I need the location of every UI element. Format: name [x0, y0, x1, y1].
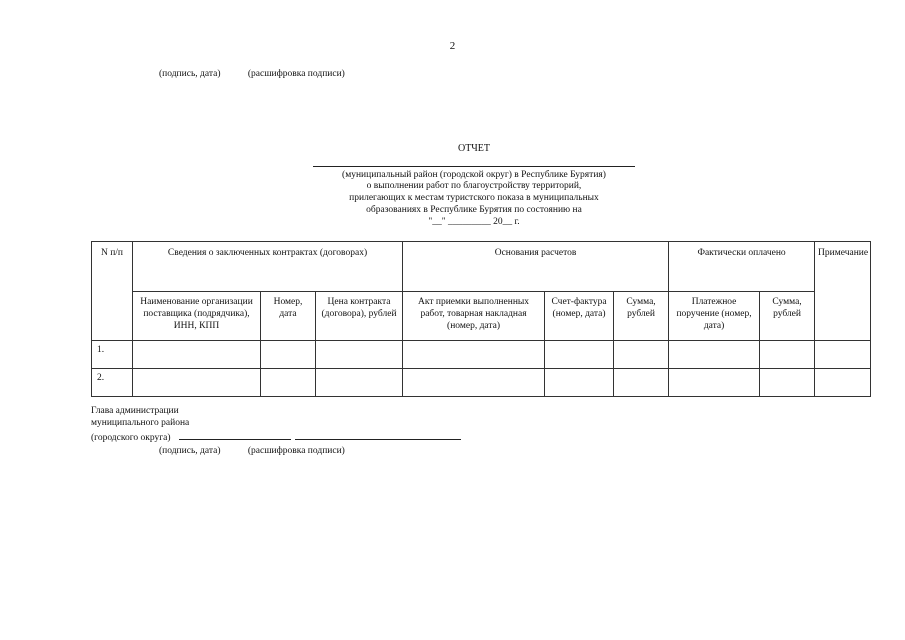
table-cell: [316, 341, 403, 369]
col-paid-header: Фактически оплачено: [669, 242, 815, 292]
col-payment-order-header: Платежное поручение (номер, дата): [669, 292, 760, 341]
report-table: [91, 241, 871, 397]
report-heading: ОТЧЕТ: [457, 143, 491, 154]
col-supplier-header: Наименование организации поставщика (подрядчика), ИНН, КПП: [133, 292, 261, 341]
table-row: [92, 369, 871, 397]
col-sum2-header: Сумма, рублей: [760, 292, 815, 341]
col-act-header: Акт приемки выполненных работ, товарная накладная (номер, дата): [403, 292, 545, 341]
col-number-date-header: Номер, дата: [261, 292, 316, 341]
table-cell: [815, 341, 871, 369]
table-cell: [614, 341, 669, 369]
table-cell: [545, 341, 614, 369]
title-line-5: "__" _________ 20__ г.: [428, 217, 520, 227]
signature-blank: [179, 430, 291, 440]
table-cell: [669, 341, 760, 369]
table-cell: [815, 369, 871, 397]
table-cell: [760, 341, 815, 369]
col-price-header: Цена контракта (договора), рублей: [316, 292, 403, 341]
footer-signature-block: [91, 406, 461, 458]
table-cell: [316, 369, 403, 397]
table-cell: [133, 369, 261, 397]
title-line-1: (муниципальный район (городской округ) в Республике Бурятия): [342, 169, 606, 180]
row-number: 2.: [92, 369, 133, 397]
caption-decode: (расшифровка подписи): [247, 69, 345, 79]
col-sum1-header: Сумма, рублей: [614, 292, 669, 341]
table-cell: [261, 341, 316, 369]
col-num-header: N п/п: [92, 242, 133, 341]
col-basis-header: Основания расчетов: [403, 242, 669, 292]
table-cell: [760, 369, 815, 397]
table-header-row-2: [92, 292, 871, 341]
report-title-block: [313, 143, 635, 229]
footer-line-3: (городского округа): [91, 432, 171, 443]
row-number: 1.: [92, 341, 133, 369]
title-line-3: прилегающих к местам туристского показа в муниципальных: [349, 193, 599, 204]
col-contracts-header: Сведения о заключенных контрактах (договорах): [133, 242, 403, 292]
caption-decode: (расшифровка подписи): [247, 445, 345, 456]
table-cell: [261, 369, 316, 397]
table-cell: [403, 369, 545, 397]
footer-captions: [159, 446, 461, 458]
table-cell: [133, 341, 261, 369]
col-note-header: Примечание: [815, 242, 871, 341]
table-cell: [403, 341, 545, 369]
caption-sign-date: (подпись, дата): [159, 445, 221, 456]
top-signature-captions: [159, 69, 345, 81]
title-line-2: о выполнении работ по благоустройству территорий,: [366, 181, 582, 192]
table-cell: [614, 369, 669, 397]
decode-blank: [295, 430, 461, 440]
title-line-4: образованиях в Республике Бурятия по состоянию на: [366, 205, 582, 216]
table-cell: [545, 369, 614, 397]
table-cell: [669, 369, 760, 397]
col-invoice-header: Счет-фактура (номер, дата): [545, 292, 614, 341]
caption-sign-date: (подпись, дата): [159, 69, 221, 79]
footer-line-2: муниципального района: [91, 417, 190, 428]
footer-signature-line: [91, 430, 461, 445]
footer-line-1: Глава администрации: [91, 406, 179, 416]
table-header-row-1: [92, 242, 871, 292]
page-number: 2: [449, 40, 456, 52]
table-row: [92, 341, 871, 369]
title-rule: [313, 166, 635, 167]
